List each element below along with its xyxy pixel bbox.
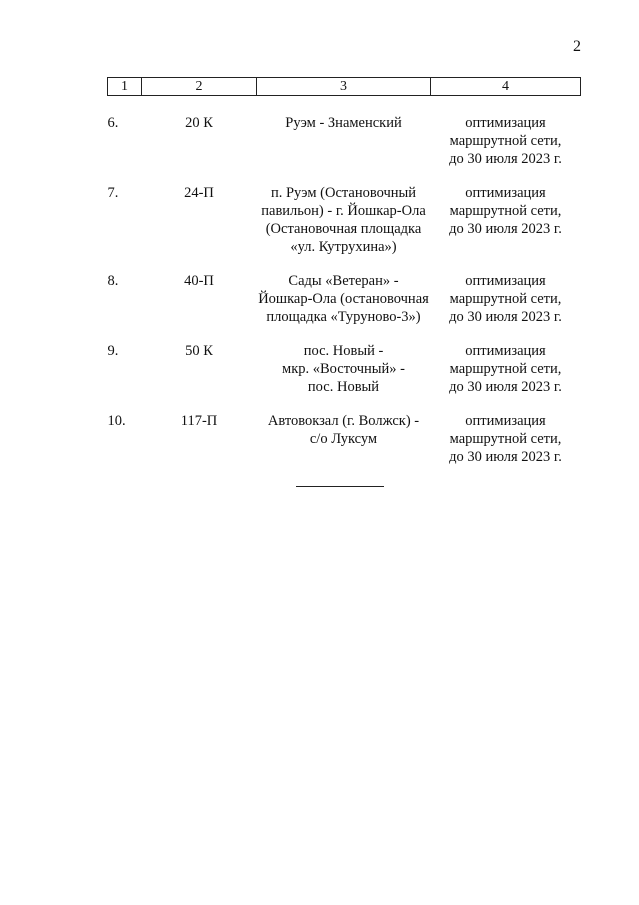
- route-name: [257, 326, 431, 396]
- route-note-line: оптимизация: [465, 273, 546, 289]
- route-note: [431, 256, 581, 326]
- row-number: 10.: [107, 413, 126, 429]
- table-row: [108, 396, 581, 466]
- row-number: 6.: [107, 115, 119, 131]
- route-name-line: пос. Новый: [307, 379, 380, 395]
- route-name: [257, 96, 431, 169]
- table-row: [108, 326, 581, 396]
- route-note-line: маршрутной сети,: [449, 361, 562, 377]
- route-note: [431, 326, 581, 396]
- route-note: [431, 168, 581, 256]
- row-number: 8.: [107, 273, 119, 289]
- route-number: 50 К: [185, 343, 213, 359]
- route-note-line: оптимизация: [465, 185, 546, 201]
- route-name-line: «ул. Кутрухина»): [290, 239, 397, 255]
- route-name-line: мкр. «Восточный» -: [282, 361, 405, 377]
- end-of-document-line: [296, 486, 384, 487]
- table-header-row: [108, 78, 581, 96]
- route-number: 20 К: [185, 115, 213, 131]
- route-note-line: оптимизация: [465, 413, 546, 429]
- table-row: [108, 168, 581, 256]
- route-number: 24-П: [184, 185, 214, 201]
- route-note-line: до 30 июля 2023 г.: [449, 449, 562, 465]
- route-name-line: с/о Луксум: [309, 431, 378, 447]
- header-col-3: 3: [257, 78, 431, 96]
- route-name-line: площадка «Туруново-3»): [266, 309, 421, 325]
- route-name-line: павильон) - г. Йошкар-Ола: [261, 203, 426, 219]
- route-note-line: до 30 июля 2023 г.: [449, 151, 562, 167]
- header-col-1: 1: [108, 78, 142, 96]
- route-note-line: до 30 июля 2023 г.: [449, 309, 562, 325]
- route-note-line: оптимизация: [465, 343, 546, 359]
- route-note-line: маршрутной сети,: [449, 133, 562, 149]
- route-note: [431, 96, 581, 169]
- table-row: [108, 96, 581, 169]
- route-note-line: оптимизация: [465, 115, 546, 131]
- header-col-2: 2: [142, 78, 257, 96]
- page-number: 2: [573, 38, 581, 55]
- route-name: [257, 256, 431, 326]
- route-name-line: Руэм - Знаменский: [285, 115, 402, 131]
- row-number: 7.: [107, 185, 119, 201]
- route-note-line: маршрутной сети,: [449, 291, 562, 307]
- route-note-line: маршрутной сети,: [449, 431, 562, 447]
- route-number: 40-П: [184, 273, 214, 289]
- route-name-line: п. Руэм (Остановочный: [270, 185, 417, 201]
- route-name: [257, 396, 431, 466]
- routes-table: [107, 77, 581, 466]
- route-name-line: Автовокзал (г. Волжск) -: [267, 413, 420, 429]
- route-name-line: (Остановочная площадка: [265, 221, 422, 237]
- route-name-line: Сады «Ветеран» -: [288, 273, 399, 289]
- header-col-4: 4: [431, 78, 581, 96]
- route-note-line: до 30 июля 2023 г.: [449, 379, 562, 395]
- route-number: 117-П: [180, 413, 218, 429]
- row-number: 9.: [107, 343, 119, 359]
- route-note: [431, 396, 581, 466]
- route-name-line: пос. Новый -: [303, 343, 384, 359]
- route-name: [257, 168, 431, 256]
- route-name-line: Йошкар-Ола (остановочная: [258, 291, 429, 307]
- route-note-line: маршрутной сети,: [449, 203, 562, 219]
- table-row: [108, 256, 581, 326]
- route-note-line: до 30 июля 2023 г.: [449, 221, 562, 237]
